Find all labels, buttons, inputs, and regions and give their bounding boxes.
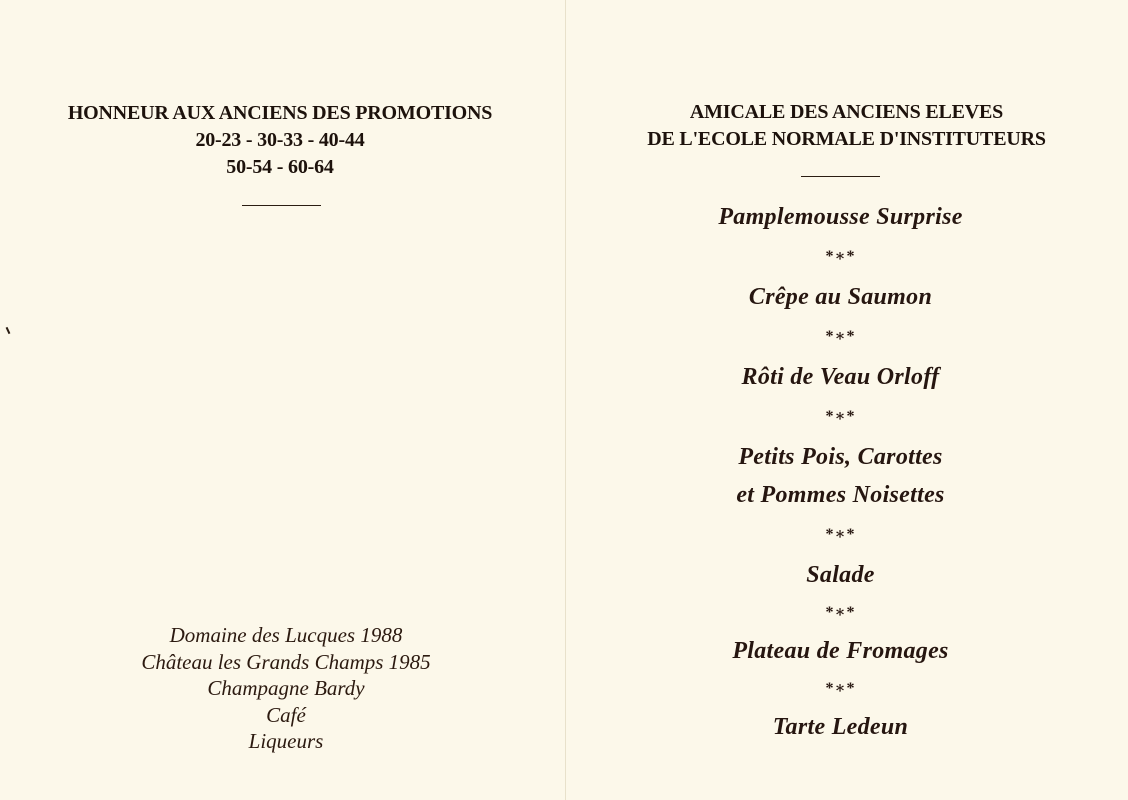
right-divider — [801, 176, 880, 177]
course-item: Petits Pois, Carottes — [738, 444, 943, 470]
drinks-list — [0, 622, 572, 755]
ink-speck — [6, 327, 11, 334]
drink-item: Liqueurs — [248, 729, 324, 753]
course-separator: *∗* — [825, 328, 856, 345]
drink-item: Château les Grands Champs 1985 — [141, 649, 431, 674]
left-divider — [242, 205, 321, 206]
course-item-continuation: et Pommes Noisettes — [736, 482, 945, 508]
course-separator: *∗* — [825, 680, 856, 697]
association-heading-line-2: DE L'ECOLE NORMALE D'INSTITUTEURS — [647, 128, 1046, 150]
course-item: Salade — [806, 562, 875, 588]
drink-item: Domaine des Lucques 1988 — [169, 623, 403, 647]
drink-item: Café — [266, 702, 306, 727]
menu-courses — [565, 198, 1116, 746]
course-item: Pamplemousse Surprise — [718, 204, 963, 230]
course-separator: *∗* — [825, 526, 856, 543]
course-item: Tarte Ledeun — [772, 714, 909, 740]
course-item: Rôti de Veau Orloff — [741, 364, 940, 390]
association-heading-line-1: AMICALE DES ANCIENS ELEVES — [689, 101, 1004, 123]
course-item: Plateau de Fromages — [732, 638, 949, 664]
course-item: Crêpe au Saumon — [748, 284, 933, 310]
promotions-line-2: 50-54 - 60-64 — [226, 156, 334, 178]
course-separator: *∗* — [825, 604, 856, 621]
drink-item: Champagne Bardy — [207, 676, 365, 700]
association-heading — [565, 99, 1128, 153]
course-separator: *∗* — [825, 248, 856, 265]
right-panel — [565, 0, 1128, 800]
course-separator: *∗* — [825, 408, 856, 425]
promotions-line-1: 20-23 - 30-33 - 40-44 — [195, 129, 365, 151]
honour-heading — [0, 100, 560, 181]
honour-heading-line-1: HONNEUR AUX ANCIENS DES PROMOTIONS — [67, 102, 493, 124]
